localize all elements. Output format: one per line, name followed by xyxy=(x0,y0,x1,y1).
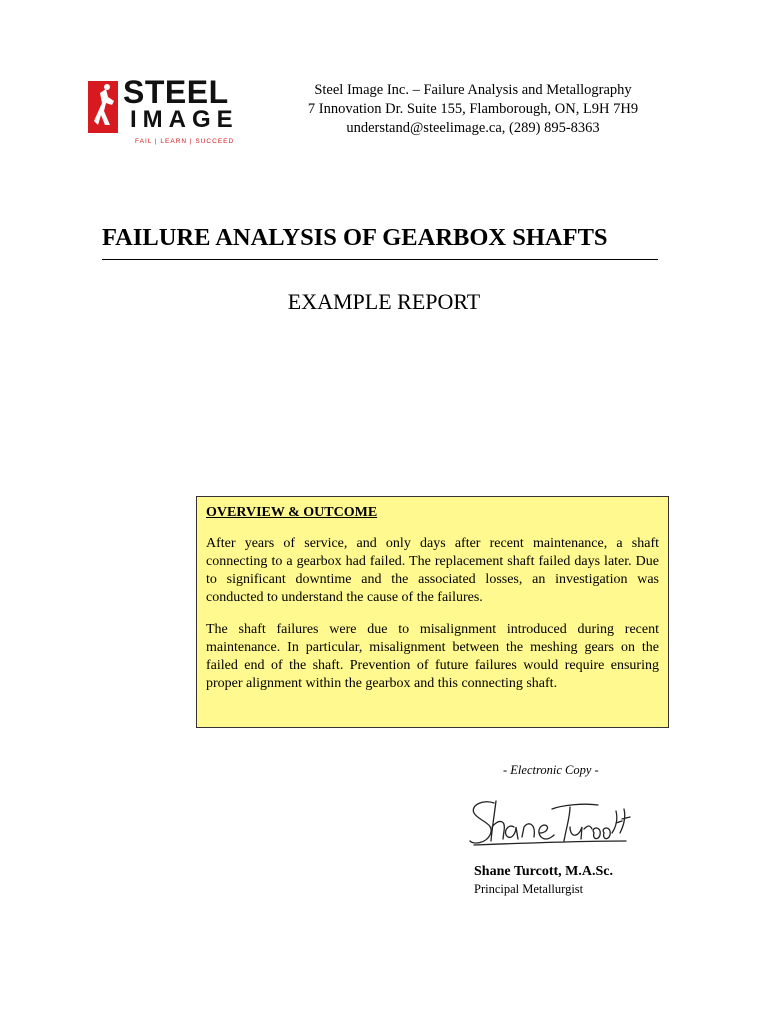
overview-paragraph-1: After years of service, and only days after recent maintenance, a shaft connecting to a gearbox had failed. The replacement shaft failed days later. Due to significant downtime and the associated losses, an investigation was conducted to understand the cause of the failures. xyxy=(206,536,659,605)
electronic-copy-note: - Electronic Copy - xyxy=(503,763,599,777)
company-address-line: 7 Innovation Dr. Suite 155, Flamborough, ON, L9H 7H9 xyxy=(307,101,639,117)
overview-paragraph-2: The shaft failures were due to misalignment introduced during recent maintenance. In particular, misalignment between the meshing gears on the failed end of the shaft. Prevention of future failures would require ensuring proper alignment within the gearbox and this connecting shaft. xyxy=(206,622,659,691)
logo-word-steel: STEEL xyxy=(123,74,229,110)
logo-word-image: IMAGE xyxy=(130,106,239,133)
company-name-line: Steel Image Inc. – Failure Analysis and Metallography xyxy=(314,82,632,98)
handwritten-signature xyxy=(466,797,631,852)
overview-heading: OVERVIEW & OUTCOME xyxy=(206,505,378,520)
signer-role: Principal Metallurgist xyxy=(474,882,584,896)
company-logo xyxy=(86,76,256,152)
company-info xyxy=(258,81,688,138)
title-divider xyxy=(102,259,658,260)
signer-name: Shane Turcott, M.A.Sc. xyxy=(474,864,613,879)
steel-image-logo-icon xyxy=(88,81,118,133)
report-title: FAILURE ANALYSIS OF GEARBOX SHAFTS xyxy=(102,224,608,251)
company-contact-line: understand@steelimage.ca, (289) 895-8363 xyxy=(346,120,600,136)
logo-tagline: FAIL | LEARN | SUCCEED xyxy=(135,138,235,145)
overview-box xyxy=(196,496,669,728)
report-subtitle: EXAMPLE REPORT xyxy=(287,289,481,314)
